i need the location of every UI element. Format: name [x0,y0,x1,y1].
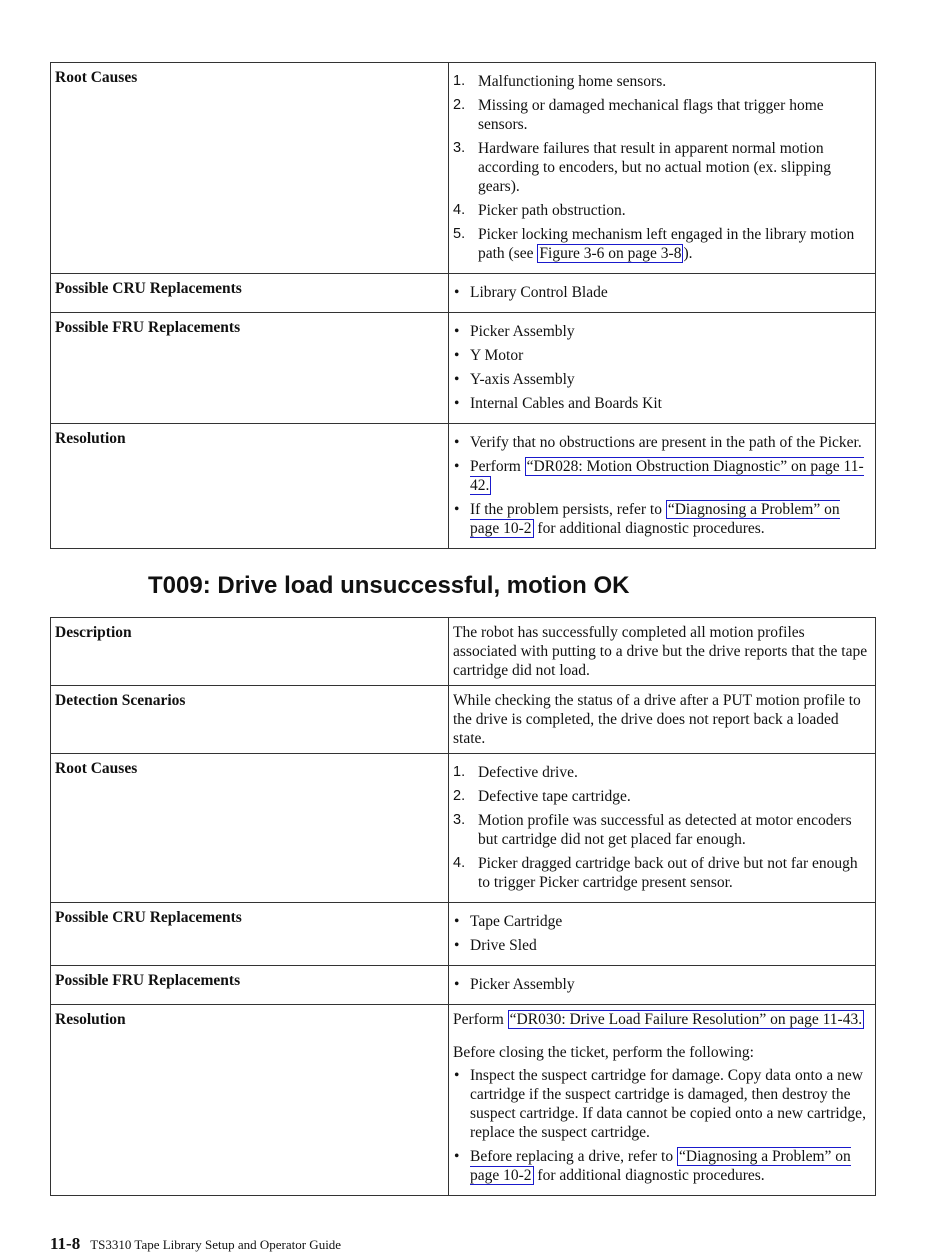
item-text: Picker Assembly [470,976,575,993]
item-number: 4. [453,855,466,871]
list-item [453,433,871,452]
description-text: The robot has successfully completed all motion profiles associated with putting to a drive but the drive reports that the tape cartridge did not load. [453,624,868,679]
row-label: Detection Scenarios [51,686,449,754]
row-value [449,424,876,549]
row-value [449,754,876,903]
bullet: • [454,434,460,451]
item-text: Picker path obstruction. [478,202,626,219]
bullet: • [454,501,460,518]
item-text: If the problem persists, refer to [470,501,666,518]
row-label: Root Causes [51,63,449,274]
error-table-t009 [50,617,876,1196]
list-item [453,763,871,782]
item-text: Verify that no obstructions are present in the path of the Picker. [470,434,862,451]
row-label: Possible FRU Replacements [51,313,449,424]
resolution-list [453,433,871,538]
list-item [453,975,871,994]
page-number: 11-8 [50,1234,81,1253]
bullet: • [454,1067,460,1084]
table-row [51,754,876,903]
item-text: Defective drive. [478,764,578,781]
perform-text [453,1010,871,1029]
item-number: 5. [453,226,466,242]
list-item [453,457,871,495]
item-text: Tape Cartridge [470,913,563,930]
item-text: Y Motor [470,347,524,364]
page-footer [50,1234,341,1255]
row-label: Possible FRU Replacements [51,966,449,1005]
table-row [51,424,876,549]
list-item [453,1147,871,1185]
root-causes-list [453,72,871,263]
row-value [449,274,876,313]
list-item [453,72,871,91]
row-value [449,63,876,274]
table-row [51,903,876,966]
table-row [51,1005,876,1196]
list-item [453,322,871,341]
item-text: for additional diagnostic procedures. [533,520,765,537]
cru-list [453,283,871,302]
list-item [453,787,871,806]
fru-list [453,975,871,994]
list-item [453,201,871,220]
before-closing-text: Before closing the ticket, perform the following: [453,1044,754,1061]
table-row [51,686,876,754]
list-item [453,936,871,955]
row-label: Description [51,618,449,686]
list-item [453,394,871,413]
item-text: Defective tape cartridge. [478,788,631,805]
list-item [453,811,871,849]
table-row [51,63,876,274]
row-label: Possible CRU Replacements [51,274,449,313]
item-number: 4. [453,202,466,218]
list-item [453,1066,871,1142]
item-text: Library Control Blade [470,284,608,301]
item-text: Y-axis Assembly [470,371,575,388]
list-item [453,854,871,892]
item-text: Drive Sled [470,937,537,954]
list-item [453,346,871,365]
bullet: • [454,347,460,364]
item-text: Motion profile was successful as detected at motor encoders but cartridge did not get placed far enough. [478,812,852,848]
row-label: Root Causes [51,754,449,903]
table-row [51,966,876,1005]
item-text: Picker dragged cartridge back out of drive but not far enough to trigger Picker cartridge present sensor. [478,855,858,891]
diagnosing-problem-link[interactable]: “Diagnosing a Problem” on page 10-2 [470,1148,851,1184]
item-text: Malfunctioning home sensors. [478,73,667,90]
item-text: for additional diagnostic procedures. [533,1167,765,1184]
item-text: ). [683,245,693,262]
table-row [51,313,876,424]
list-item [453,912,871,931]
row-label: Possible CRU Replacements [51,903,449,966]
item-text: Hardware failures that result in apparent normal motion according to encoders, but no actual motion (ex. slipping gears). [478,140,831,195]
list-item [453,139,871,196]
detection-text: While checking the status of a drive after a PUT motion profile to the drive is completed, the drive does not report back a loaded state. [453,692,861,747]
row-value [449,618,876,686]
list-item [453,500,871,538]
row-label: Resolution [51,424,449,549]
cru-list [453,912,871,955]
bullet: • [454,1148,460,1165]
item-text: Perform [453,1011,508,1028]
row-value [449,1005,876,1196]
table-row [51,618,876,686]
resolution-list [453,1066,871,1185]
bullet: • [454,395,460,412]
bullet: • [454,371,460,388]
diagnosing-problem-link[interactable]: “Diagnosing a Problem” on page 10-2 [470,501,840,537]
item-number: 3. [453,140,466,156]
row-value [449,903,876,966]
item-text: Picker Assembly [470,323,575,340]
item-number: 1. [453,73,466,89]
item-text: Inspect the suspect cartridge for damage. Copy data onto a new cartridge if the suspect cartridge is damaged, then destroy the suspect cartridge. If data cannot be copied onto a new cartridge, replace the suspect cartridge. [470,1067,866,1141]
item-number: 3. [453,812,466,828]
item-text: Perform [470,458,525,475]
list-item [453,370,871,389]
item-number: 1. [453,764,466,780]
item-text: Picker locking mechanism left engaged in the library motion path (see [478,226,855,262]
table-row [51,274,876,313]
list-item [453,96,871,134]
dr028-link[interactable]: “DR028: Motion Obstruction Diagnostic” on page 11-42. [470,458,864,494]
document-title: TS3310 Tape Library Setup and Operator Guide [90,1237,342,1252]
bullet: • [454,284,460,301]
root-causes-list [453,763,871,892]
section-title: T009: Drive load unsuccessful, motion OK [148,572,630,599]
bullet: • [454,458,460,475]
list-item [453,283,871,302]
item-number: 2. [453,97,466,113]
dr030-link[interactable]: “DR030: Drive Load Failure Resolution” on page 11-43. [509,1011,863,1028]
fru-list [453,322,871,413]
bullet: • [454,913,460,930]
item-text: Before replacing a drive, refer to [470,1148,677,1165]
bullet: • [454,937,460,954]
figure-link[interactable]: Figure 3-6 on page 3-8 [539,245,682,262]
item-text: Internal Cables and Boards Kit [470,395,662,412]
item-text: Missing or damaged mechanical flags that trigger home sensors. [478,97,824,133]
list-item [453,225,871,263]
row-value [449,686,876,754]
bullet: • [454,323,460,340]
error-table-t008 [50,62,876,549]
row-label: Resolution [51,1005,449,1196]
row-value [449,313,876,424]
bullet: • [454,976,460,993]
row-value [449,966,876,1005]
item-number: 2. [453,788,466,804]
